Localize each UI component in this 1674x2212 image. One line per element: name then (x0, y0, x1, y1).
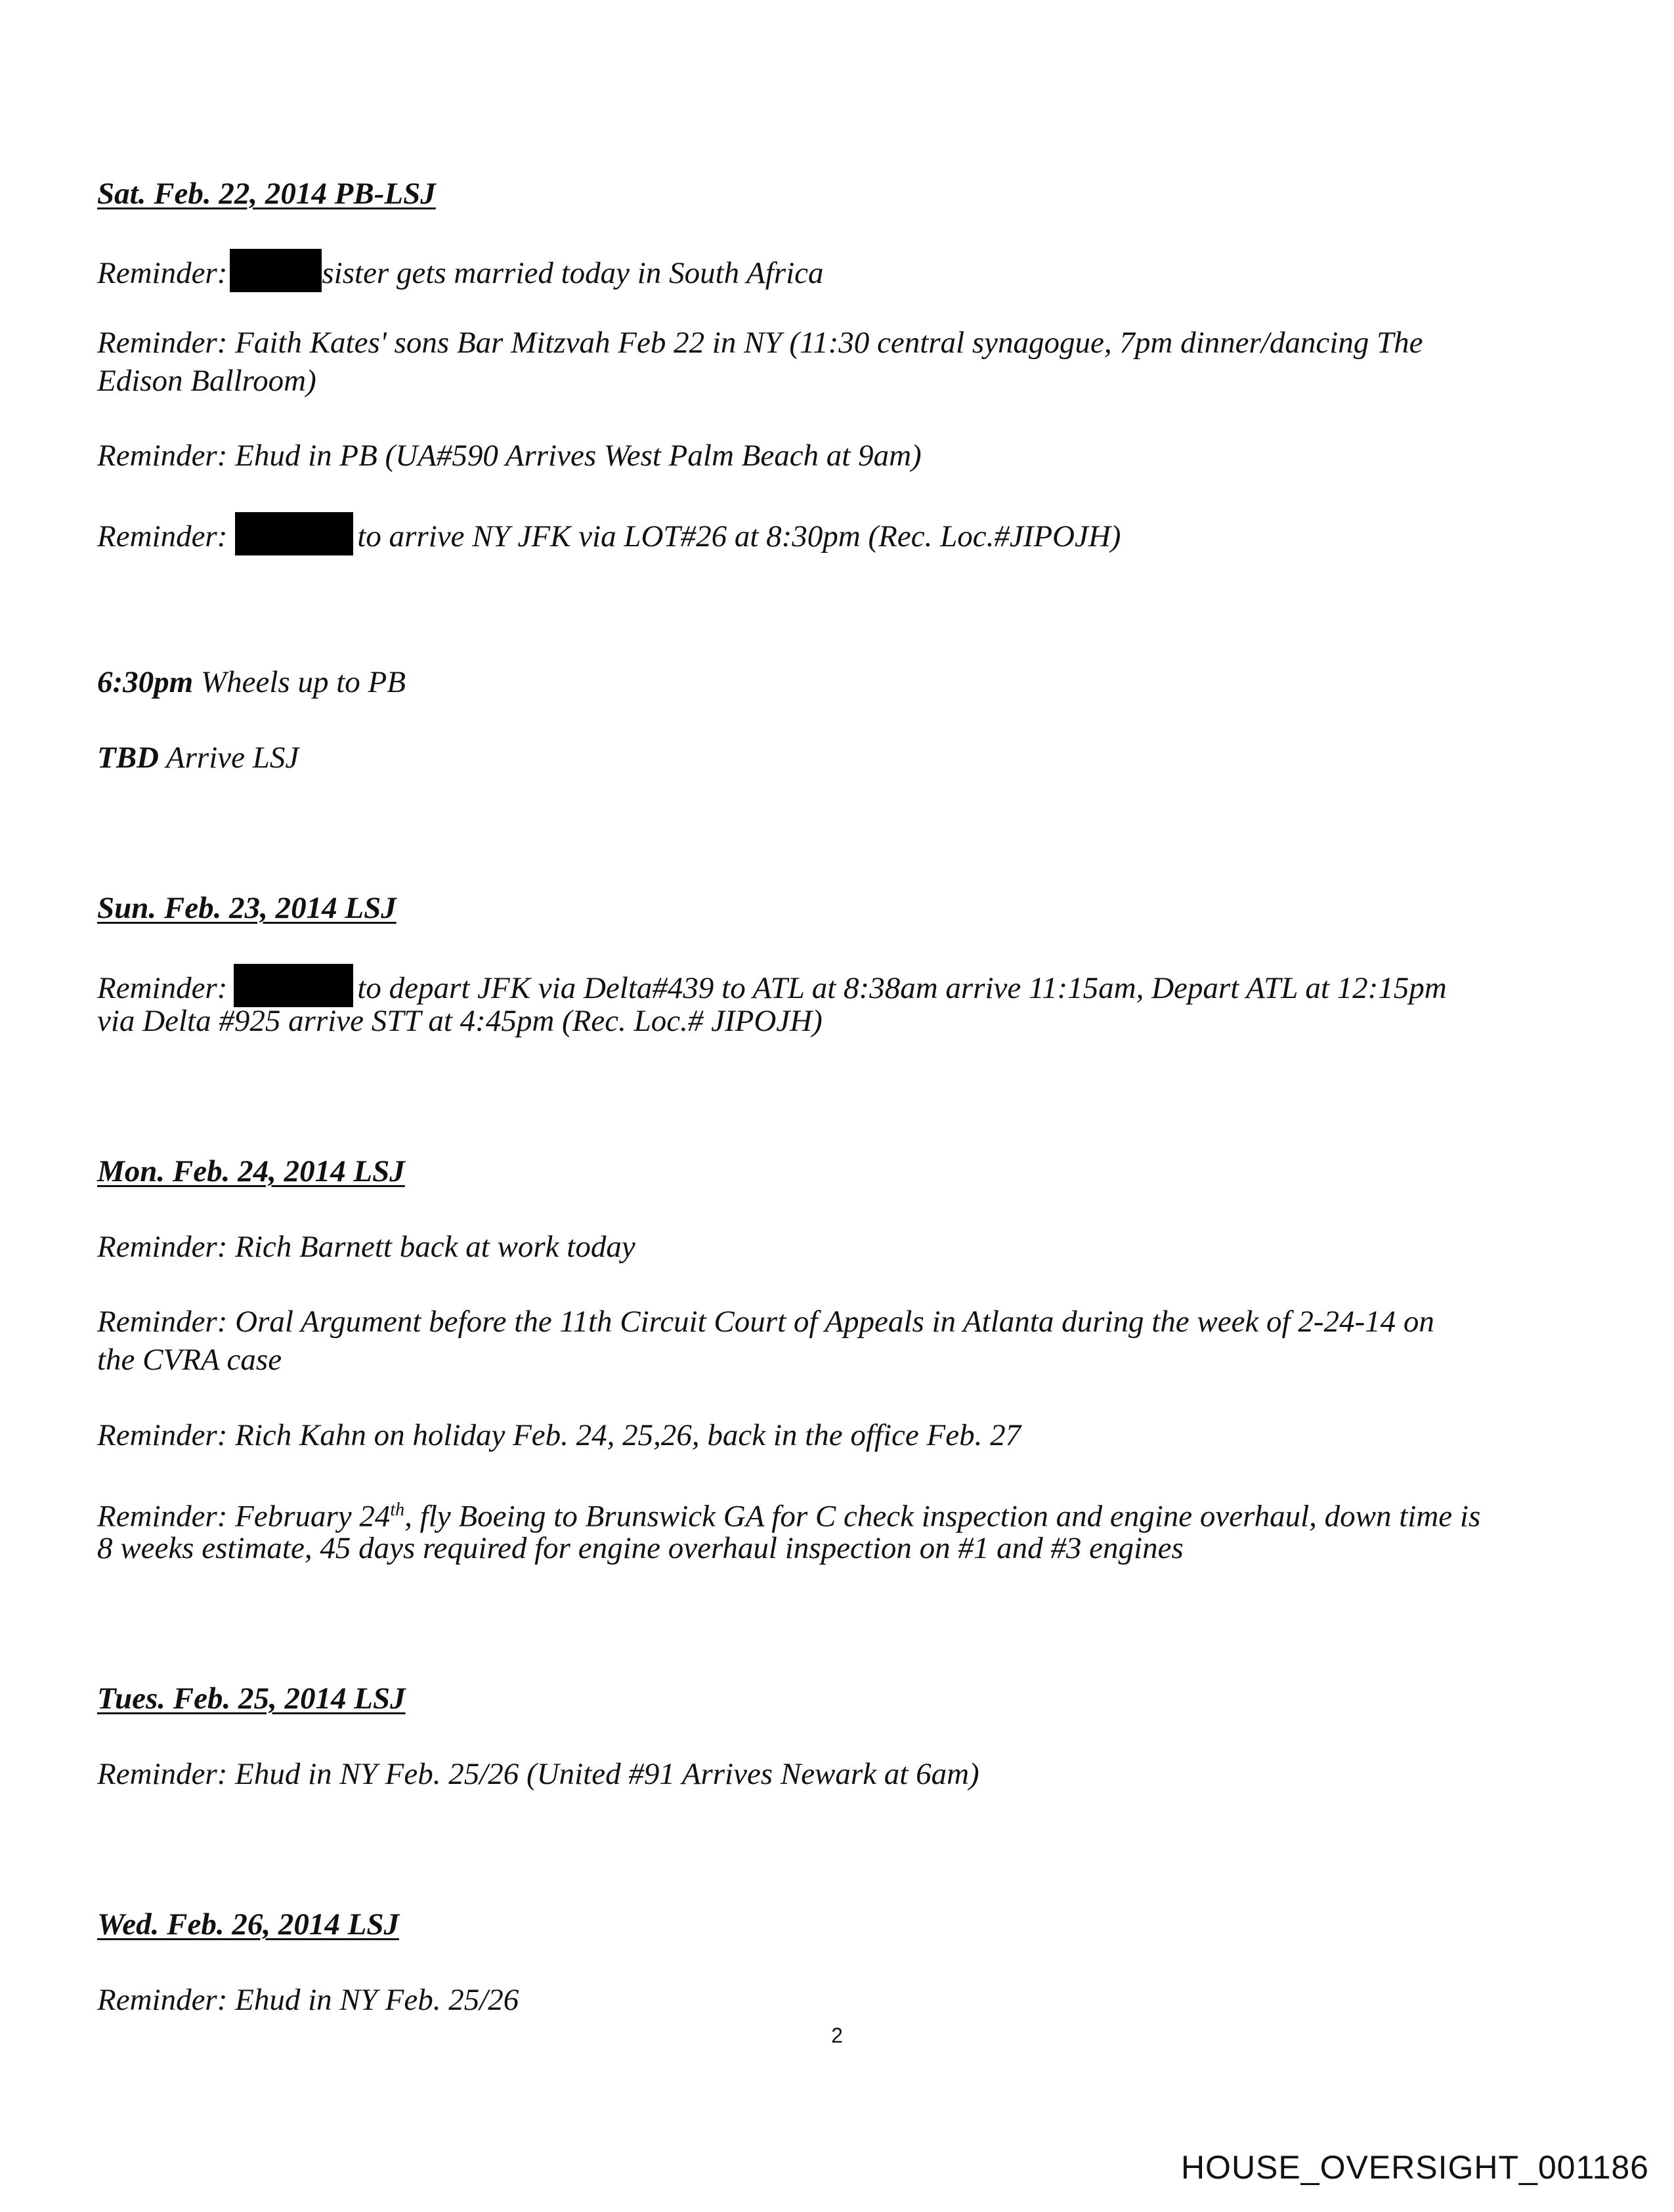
event-time: TBD (97, 741, 159, 775)
reminder-mon-2-line2: the CVRA case (97, 1343, 282, 1377)
page-number: 2 (831, 2024, 843, 2047)
day-heading-sun: Sun. Feb. 23, 2014 LSJ (97, 891, 397, 925)
reminder-sat-2-line1: Reminder: Faith Kates' sons Bar Mitzvah Feb 22 in NY (11:30 central synagogue, 7pm dinner/dancing The (97, 326, 1423, 360)
reminder-tue-1: Reminder: Ehud in NY Feb. 25/26 (United #91 Arrives Newark at 6am) (97, 1757, 979, 1791)
redaction-box (230, 249, 322, 292)
event-arrive-lsj (97, 739, 1581, 777)
reminder-label: Reminder: (97, 256, 228, 290)
reminder-wed-1: Reminder: Ehud in NY Feb. 25/26 (97, 1983, 519, 2017)
reminder-sat-2-line2: Edison Ballroom) (97, 364, 316, 398)
reminder-mon-4-line2: 8 weeks estimate, 45 days required for engine overhaul inspection on #1 and #3 engines (97, 1531, 1184, 1565)
reminder-label: Reminder: (97, 519, 228, 553)
reminder-mon-3: Reminder: Rich Kahn on holiday Feb. 24, 25,26, back in the office Feb. 27 (97, 1418, 1021, 1452)
day-heading-tue: Tues. Feb. 25, 2014 LSJ (97, 1681, 406, 1716)
day-heading-sat: Sat. Feb. 22, 2014 PB-LSJ (97, 177, 436, 211)
redaction-box (235, 512, 353, 555)
reminder-sat-1 (97, 249, 1581, 292)
reminder-sat-3: Reminder: Ehud in PB (UA#590 Arrives West Palm Beach at 9am) (97, 439, 922, 473)
reminder-text: Reminder: February 24 (97, 1499, 391, 1534)
reminder-text: , fly Boeing to Brunswick GA for C check inspection and engine overhaul, down time is (404, 1499, 1481, 1534)
day-heading-mon: Mon. Feb. 24, 2014 LSJ (97, 1154, 405, 1188)
redaction-box (234, 964, 353, 1007)
reminder-sat-4 (97, 512, 1581, 555)
reminder-text: to depart JFK via Delta#439 to ATL at 8:38am arrive 11:15am, Depart ATL at 12:15pm (357, 971, 1447, 1005)
reminder-text: sister gets married today in South Africa (322, 256, 824, 290)
ordinal-suffix: th (390, 1500, 405, 1520)
reminder-sun-1-line2: via Delta #925 arrive STT at 4:45pm (Rec. Loc.# JIPOJH) (97, 1004, 823, 1038)
event-time: 6:30pm (97, 665, 194, 699)
event-text: Wheels up to PB (193, 665, 406, 699)
reminder-text: to arrive NY JFK via LOT#26 at 8:30pm (Rec. Loc.#JIPOJH) (357, 519, 1121, 553)
reminder-mon-2-line1: Reminder: Oral Argument before the 11th Circuit Court of Appeals in Atlanta during the week of 2-24-14 on (97, 1305, 1434, 1339)
bates-stamp: HOUSE_OVERSIGHT_001186 (1180, 2149, 1649, 2186)
day-heading-wed: Wed. Feb. 26, 2014 LSJ (97, 1907, 399, 1941)
reminder-sun-1-line1 (97, 964, 1581, 1007)
reminder-label: Reminder: (97, 971, 228, 1005)
event-wheels-up (97, 663, 1581, 701)
reminder-mon-1: Reminder: Rich Barnett back at work today (97, 1230, 635, 1264)
event-text: Arrive LSJ (159, 741, 299, 775)
